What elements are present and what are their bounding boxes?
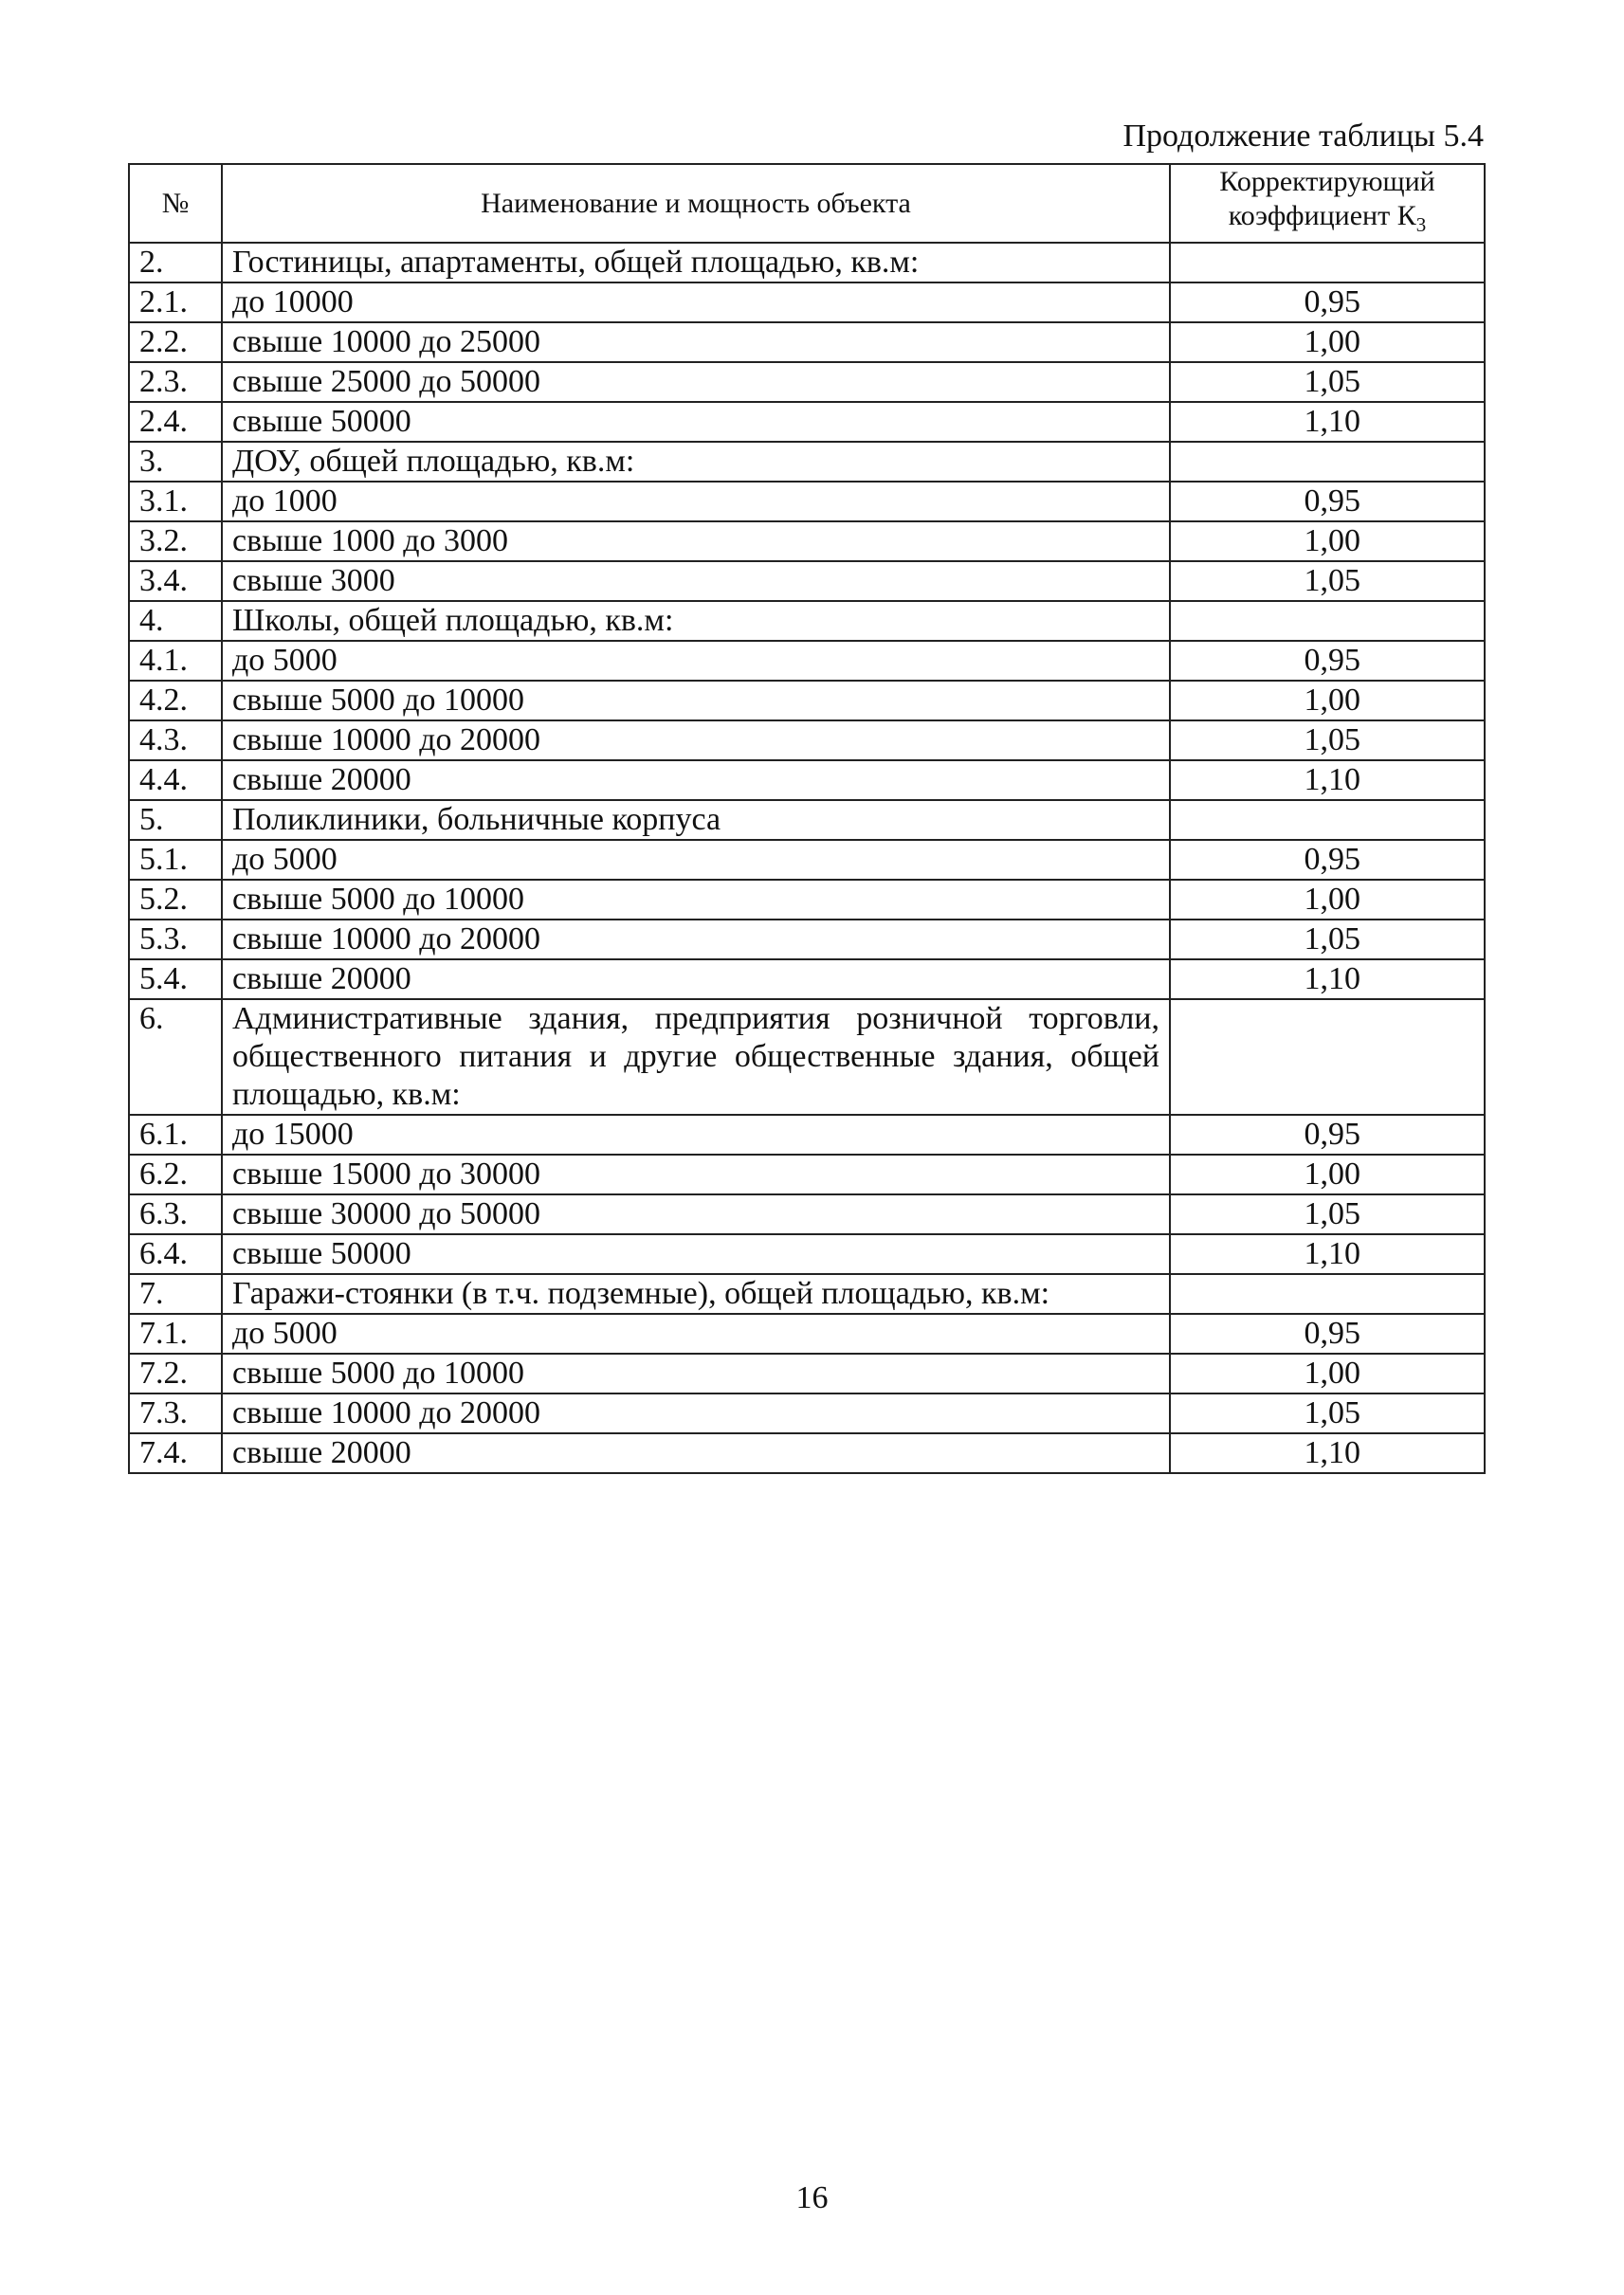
row-name-cell: Школы, общей площадью, кв.м: xyxy=(222,601,1170,641)
row-number-cell: 2.4. xyxy=(129,402,222,442)
row-name-cell: свыше 15000 до 30000 xyxy=(222,1155,1170,1194)
row-name-cell: ДОУ, общей площадью, кв.м: xyxy=(222,442,1170,482)
table-header-row xyxy=(129,164,1485,243)
row-name-cell: свыше 10000 до 20000 xyxy=(222,920,1170,959)
table-row xyxy=(129,402,1485,442)
row-name-cell: до 1000 xyxy=(222,482,1170,521)
row-coefficient-cell: 1,10 xyxy=(1170,1234,1485,1274)
coefficient-table xyxy=(128,163,1486,1474)
row-name-cell: Поликлиники, больничные корпуса xyxy=(222,800,1170,840)
row-name-cell: свыше 10000 до 20000 xyxy=(222,720,1170,760)
row-name-cell: свыше 25000 до 50000 xyxy=(222,362,1170,402)
row-coefficient-cell: 1,05 xyxy=(1170,1194,1485,1234)
row-coefficient-cell: 1,10 xyxy=(1170,959,1485,999)
row-coefficient-cell: 1,10 xyxy=(1170,1433,1485,1473)
row-coefficient-cell xyxy=(1170,999,1485,1115)
row-name-cell: свыше 20000 xyxy=(222,1433,1170,1473)
table-row xyxy=(129,681,1485,720)
row-coefficient-cell: 0,95 xyxy=(1170,840,1485,880)
table-row xyxy=(129,800,1485,840)
table-row xyxy=(129,1314,1485,1354)
row-coefficient-cell: 1,00 xyxy=(1170,322,1485,362)
table-row xyxy=(129,442,1485,482)
row-number-cell: 3.4. xyxy=(129,561,222,601)
header-num: № xyxy=(129,164,222,243)
row-name-cell: Гостиницы, апартаменты, общей площадью, кв.м: xyxy=(222,243,1170,282)
table-row xyxy=(129,641,1485,681)
row-coefficient-cell: 1,00 xyxy=(1170,880,1485,920)
row-name-cell: свыше 30000 до 50000 xyxy=(222,1194,1170,1234)
table-row xyxy=(129,521,1485,561)
row-name-cell: до 5000 xyxy=(222,840,1170,880)
row-number-cell: 5.4. xyxy=(129,959,222,999)
row-name-cell: свыше 20000 xyxy=(222,959,1170,999)
table-row xyxy=(129,959,1485,999)
header-coef-subscript: 3 xyxy=(1415,213,1427,236)
table-row xyxy=(129,601,1485,641)
row-coefficient-cell: 0,95 xyxy=(1170,1314,1485,1354)
row-number-cell: 6.4. xyxy=(129,1234,222,1274)
row-coefficient-cell: 1,00 xyxy=(1170,521,1485,561)
row-name-cell: свыше 5000 до 10000 xyxy=(222,681,1170,720)
row-name-cell: свыше 3000 xyxy=(222,561,1170,601)
row-name-cell: свыше 5000 до 10000 xyxy=(222,1354,1170,1393)
row-name-cell: свыше 50000 xyxy=(222,402,1170,442)
row-name-cell: до 5000 xyxy=(222,1314,1170,1354)
row-coefficient-cell: 1,05 xyxy=(1170,561,1485,601)
table-row xyxy=(129,1354,1485,1393)
row-number-cell: 4.3. xyxy=(129,720,222,760)
row-coefficient-cell: 1,00 xyxy=(1170,1354,1485,1393)
row-number-cell: 6.1. xyxy=(129,1115,222,1155)
table-row xyxy=(129,1194,1485,1234)
row-name-cell: свыше 5000 до 10000 xyxy=(222,880,1170,920)
table-row xyxy=(129,1433,1485,1473)
row-name-cell: свыше 1000 до 3000 xyxy=(222,521,1170,561)
header-coef-line1: Корректирующий xyxy=(1219,166,1435,197)
row-coefficient-cell: 1,05 xyxy=(1170,1393,1485,1433)
header-name: Наименование и мощность объекта xyxy=(222,164,1170,243)
row-number-cell: 5.1. xyxy=(129,840,222,880)
row-number-cell: 7.4. xyxy=(129,1433,222,1473)
row-coefficient-cell xyxy=(1170,243,1485,282)
row-number-cell: 3. xyxy=(129,442,222,482)
row-name-cell: свыше 20000 xyxy=(222,760,1170,800)
table-row xyxy=(129,1274,1485,1314)
row-coefficient-cell xyxy=(1170,1274,1485,1314)
row-name-cell: свыше 10000 до 25000 xyxy=(222,322,1170,362)
row-coefficient-cell: 1,05 xyxy=(1170,362,1485,402)
row-number-cell: 6.2. xyxy=(129,1155,222,1194)
table-row xyxy=(129,1393,1485,1433)
row-coefficient-cell: 1,00 xyxy=(1170,1155,1485,1194)
table-row xyxy=(129,880,1485,920)
table-row xyxy=(129,1155,1485,1194)
table-row xyxy=(129,243,1485,282)
row-coefficient-cell: 0,95 xyxy=(1170,641,1485,681)
row-number-cell: 7.2. xyxy=(129,1354,222,1393)
table-row xyxy=(129,561,1485,601)
header-coef-line2: коэффициент К xyxy=(1228,200,1416,231)
table-row xyxy=(129,999,1485,1115)
table-body xyxy=(129,243,1485,1473)
row-name-cell: до 5000 xyxy=(222,641,1170,681)
row-number-cell: 3.2. xyxy=(129,521,222,561)
row-number-cell: 2. xyxy=(129,243,222,282)
row-number-cell: 7. xyxy=(129,1274,222,1314)
row-number-cell: 6. xyxy=(129,999,222,1115)
row-coefficient-cell xyxy=(1170,442,1485,482)
row-coefficient-cell: 1,05 xyxy=(1170,920,1485,959)
row-coefficient-cell: 0,95 xyxy=(1170,1115,1485,1155)
table-row xyxy=(129,760,1485,800)
table-row xyxy=(129,720,1485,760)
row-coefficient-cell: 1,00 xyxy=(1170,681,1485,720)
row-number-cell: 2.3. xyxy=(129,362,222,402)
table-caption: Продолжение таблицы 5.4 xyxy=(1122,118,1484,154)
row-number-cell: 2.2. xyxy=(129,322,222,362)
row-name-cell: свыше 10000 до 20000 xyxy=(222,1393,1170,1433)
row-name-cell: до 15000 xyxy=(222,1115,1170,1155)
row-coefficient-cell: 0,95 xyxy=(1170,482,1485,521)
table-row xyxy=(129,322,1485,362)
row-number-cell: 4.2. xyxy=(129,681,222,720)
row-number-cell: 3.1. xyxy=(129,482,222,521)
row-name-cell: до 10000 xyxy=(222,282,1170,322)
row-coefficient-cell: 1,10 xyxy=(1170,760,1485,800)
table-row xyxy=(129,920,1485,959)
row-coefficient-cell xyxy=(1170,800,1485,840)
table-row xyxy=(129,840,1485,880)
table-row xyxy=(129,482,1485,521)
row-number-cell: 7.1. xyxy=(129,1314,222,1354)
row-number-cell: 4.1. xyxy=(129,641,222,681)
row-name-cell: свыше 50000 xyxy=(222,1234,1170,1274)
table-row xyxy=(129,282,1485,322)
row-number-cell: 5. xyxy=(129,800,222,840)
table-row xyxy=(129,1234,1485,1274)
header-coef xyxy=(1170,164,1485,243)
row-coefficient-cell: 0,95 xyxy=(1170,282,1485,322)
row-coefficient-cell: 1,05 xyxy=(1170,720,1485,760)
row-number-cell: 2.1. xyxy=(129,282,222,322)
row-name-cell: Административные здания, предприятия розничной торговли, общественного питания и другие общественные здания, общей площадью, кв.м: xyxy=(222,999,1170,1115)
row-coefficient-cell: 1,10 xyxy=(1170,402,1485,442)
table-row xyxy=(129,362,1485,402)
row-number-cell: 6.3. xyxy=(129,1194,222,1234)
row-number-cell: 7.3. xyxy=(129,1393,222,1433)
row-number-cell: 5.3. xyxy=(129,920,222,959)
row-number-cell: 5.2. xyxy=(129,880,222,920)
row-name-cell: Гаражи-стоянки (в т.ч. подземные), общей площадью, кв.м: xyxy=(222,1274,1170,1314)
row-number-cell: 4. xyxy=(129,601,222,641)
row-coefficient-cell xyxy=(1170,601,1485,641)
table-row xyxy=(129,1115,1485,1155)
page-number: 16 xyxy=(795,2180,829,2215)
row-number-cell: 4.4. xyxy=(129,760,222,800)
